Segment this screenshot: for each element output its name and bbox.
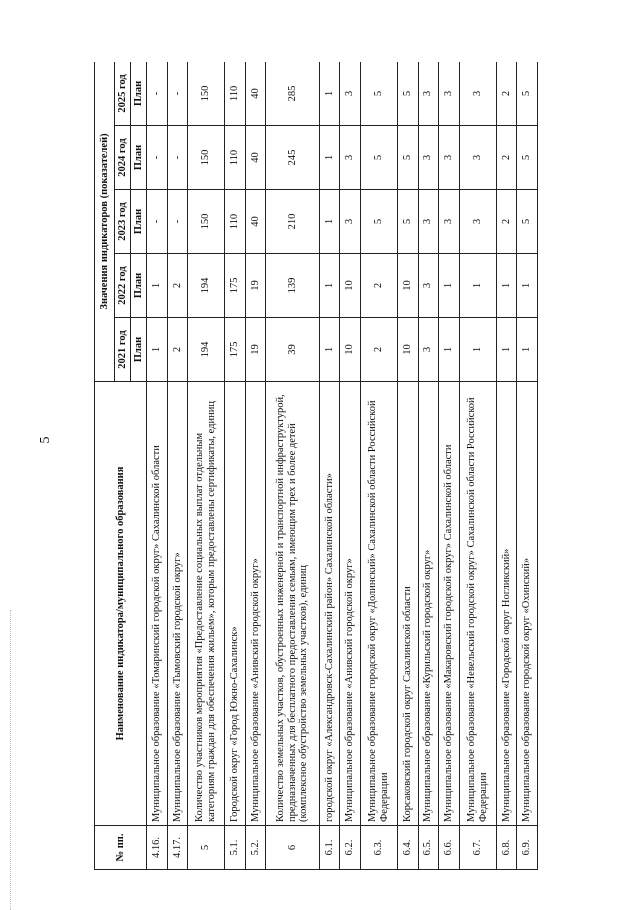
row-name: Муниципальное образование городской округ «Охинский»: [517, 382, 538, 826]
header-year: 2021 год: [115, 318, 131, 382]
row-value: 10: [340, 254, 361, 318]
row-value: 3: [439, 190, 460, 254]
row-value: 3: [418, 190, 439, 254]
row-value: 40: [245, 62, 266, 126]
row-number: 5.2.: [245, 826, 266, 870]
row-name: Муниципальное образование «Невельский городской округ» Сахалинской области Российской Федерации: [459, 382, 496, 826]
row-value: 1: [147, 318, 168, 382]
row-value: 3: [439, 126, 460, 190]
row-value: 3: [439, 62, 460, 126]
row-value: 139: [266, 254, 319, 318]
row-value: 3: [340, 62, 361, 126]
header-year: 2025 год: [115, 62, 131, 126]
table-row: [225, 62, 246, 870]
row-value: 1: [319, 318, 340, 382]
row-value: 110: [225, 190, 246, 254]
row-name: Муниципальное образование «Макаровский городской округ» Сахалинской области: [439, 382, 460, 826]
row-value: 1: [459, 318, 496, 382]
row-value: 5: [397, 126, 418, 190]
row-name: городской округ «Александровск-Сахалинский район» Сахалинской области»: [319, 382, 340, 826]
row-value: 150: [188, 126, 225, 190]
row-number: 6.9.: [517, 826, 538, 870]
header-plan: План: [131, 190, 147, 254]
row-value: 2: [496, 126, 517, 190]
row-value: 3: [340, 126, 361, 190]
row-value: 194: [188, 318, 225, 382]
row-value: 5: [360, 126, 397, 190]
table-row: [496, 62, 517, 870]
row-value: 1: [496, 318, 517, 382]
row-value: 1: [319, 254, 340, 318]
row-number: 6.5.: [418, 826, 439, 870]
table-row: [360, 62, 397, 870]
row-number: 5.1.: [225, 826, 246, 870]
row-value: 2: [496, 190, 517, 254]
row-name: Муниципальное образование «Томаринский городской округ» Сахалинской области: [147, 382, 168, 826]
row-name: Муниципальное образование «Городской округ Ногликский»: [496, 382, 517, 826]
row-number: 6.4.: [397, 826, 418, 870]
row-name: Количество земельных участков, обустроенных инженерной и транспортной инфраструктурой, предназначенных для бесплатного предоставления семьям, имеющим трех и более детей (комплексное обустройство земельных участков), единиц: [266, 382, 319, 826]
row-number: 6.8.: [496, 826, 517, 870]
row-value: 194: [188, 254, 225, 318]
scan-edge-marks: [10, 610, 14, 910]
table-row: [319, 62, 340, 870]
row-value: 1: [319, 126, 340, 190]
row-name: Количество участников мероприятия «Предоставление социальных выплат отдельным категориям граждан для обеспечения жильем», которым предоставлены сертификаты, единиц: [188, 382, 225, 826]
row-value: 1: [459, 254, 496, 318]
row-value: 2: [167, 318, 188, 382]
header-year: 2023 год: [115, 190, 131, 254]
header-year: 2024 год: [115, 126, 131, 190]
row-value: -: [167, 62, 188, 126]
table-row: [418, 62, 439, 870]
row-name: Муниципальное образование «Тымовский городской округ»: [167, 382, 188, 826]
row-value: 39: [266, 318, 319, 382]
row-value: 3: [459, 190, 496, 254]
row-number: 5: [188, 826, 225, 870]
row-value: -: [147, 126, 168, 190]
row-value: 3: [418, 318, 439, 382]
header-plan: План: [131, 126, 147, 190]
row-name: Городской округ «Город Южно-Сахалинск»: [225, 382, 246, 826]
row-value: 3: [418, 254, 439, 318]
row-value: 210: [266, 190, 319, 254]
row-value: 150: [188, 62, 225, 126]
row-value: 5: [517, 126, 538, 190]
header-plan: План: [131, 318, 147, 382]
table-body: [147, 62, 538, 870]
row-number: 4.17.: [167, 826, 188, 870]
row-value: 1: [439, 254, 460, 318]
row-value: 175: [225, 254, 246, 318]
rotated-table-container: [94, 62, 538, 870]
row-name: Муниципальное образование «Анивский городской округ»: [340, 382, 361, 826]
page-number: 5: [38, 436, 53, 444]
table-row: [266, 62, 319, 870]
row-value: 5: [397, 62, 418, 126]
row-number: 6.1.: [319, 826, 340, 870]
row-number: 6: [266, 826, 319, 870]
row-value: 3: [418, 126, 439, 190]
row-value: 1: [147, 254, 168, 318]
header-plan: План: [131, 254, 147, 318]
row-value: 1: [439, 318, 460, 382]
table-row: [188, 62, 225, 870]
row-value: 110: [225, 126, 246, 190]
row-value: 1: [319, 190, 340, 254]
row-value: 1: [517, 254, 538, 318]
row-value: 5: [360, 62, 397, 126]
row-value: 3: [418, 62, 439, 126]
row-value: 2: [167, 254, 188, 318]
row-value: 1: [517, 318, 538, 382]
row-value: 2: [496, 62, 517, 126]
table-row: [245, 62, 266, 870]
indicators-table: [94, 62, 538, 870]
table-row: [147, 62, 168, 870]
row-value: -: [147, 190, 168, 254]
row-value: 5: [517, 190, 538, 254]
row-value: 10: [340, 318, 361, 382]
row-value: 5: [397, 190, 418, 254]
row-number: 6.2.: [340, 826, 361, 870]
header-num: № пп.: [95, 826, 147, 870]
table-row: [167, 62, 188, 870]
row-value: 1: [496, 254, 517, 318]
row-value: 150: [188, 190, 225, 254]
table-row: [459, 62, 496, 870]
row-value: -: [147, 62, 168, 126]
row-name: Муниципальное образование «Анивский городской округ»: [245, 382, 266, 826]
row-value: 40: [245, 126, 266, 190]
table-row: [517, 62, 538, 870]
row-value: 245: [266, 126, 319, 190]
row-name: Корсаковский городской округ Сахалинской области: [397, 382, 418, 826]
row-value: 5: [517, 62, 538, 126]
row-value: 3: [340, 190, 361, 254]
table-row: [340, 62, 361, 870]
row-name: Муниципальное образование городской округ «Долинский» Сахалинской области Российской Федерации: [360, 382, 397, 826]
table-row: [439, 62, 460, 870]
row-value: 3: [459, 62, 496, 126]
row-value: 19: [245, 254, 266, 318]
row-value: 10: [397, 318, 418, 382]
row-number: 6.7.: [459, 826, 496, 870]
header-group: Значения индикаторов (показателей): [95, 62, 115, 382]
row-value: 5: [360, 190, 397, 254]
row-number: 4.16.: [147, 826, 168, 870]
row-value: 3: [459, 126, 496, 190]
row-value: 2: [360, 318, 397, 382]
rotated-table-frame: [94, 62, 538, 870]
row-value: 40: [245, 190, 266, 254]
row-value: 175: [225, 318, 246, 382]
row-name: Муниципальное образование «Курильский городской округ»: [418, 382, 439, 826]
row-value: 2: [360, 254, 397, 318]
header-plan: План: [131, 62, 147, 126]
header-name: Наименование индикатора/муниципального образования: [95, 382, 147, 826]
row-value: -: [167, 190, 188, 254]
table-row: [397, 62, 418, 870]
row-value: 10: [397, 254, 418, 318]
row-number: 6.6.: [439, 826, 460, 870]
row-value: 19: [245, 318, 266, 382]
row-value: 285: [266, 62, 319, 126]
row-number: 6.3.: [360, 826, 397, 870]
row-value: 110: [225, 62, 246, 126]
row-value: -: [167, 126, 188, 190]
header-year: 2022 год: [115, 254, 131, 318]
row-value: 1: [319, 62, 340, 126]
